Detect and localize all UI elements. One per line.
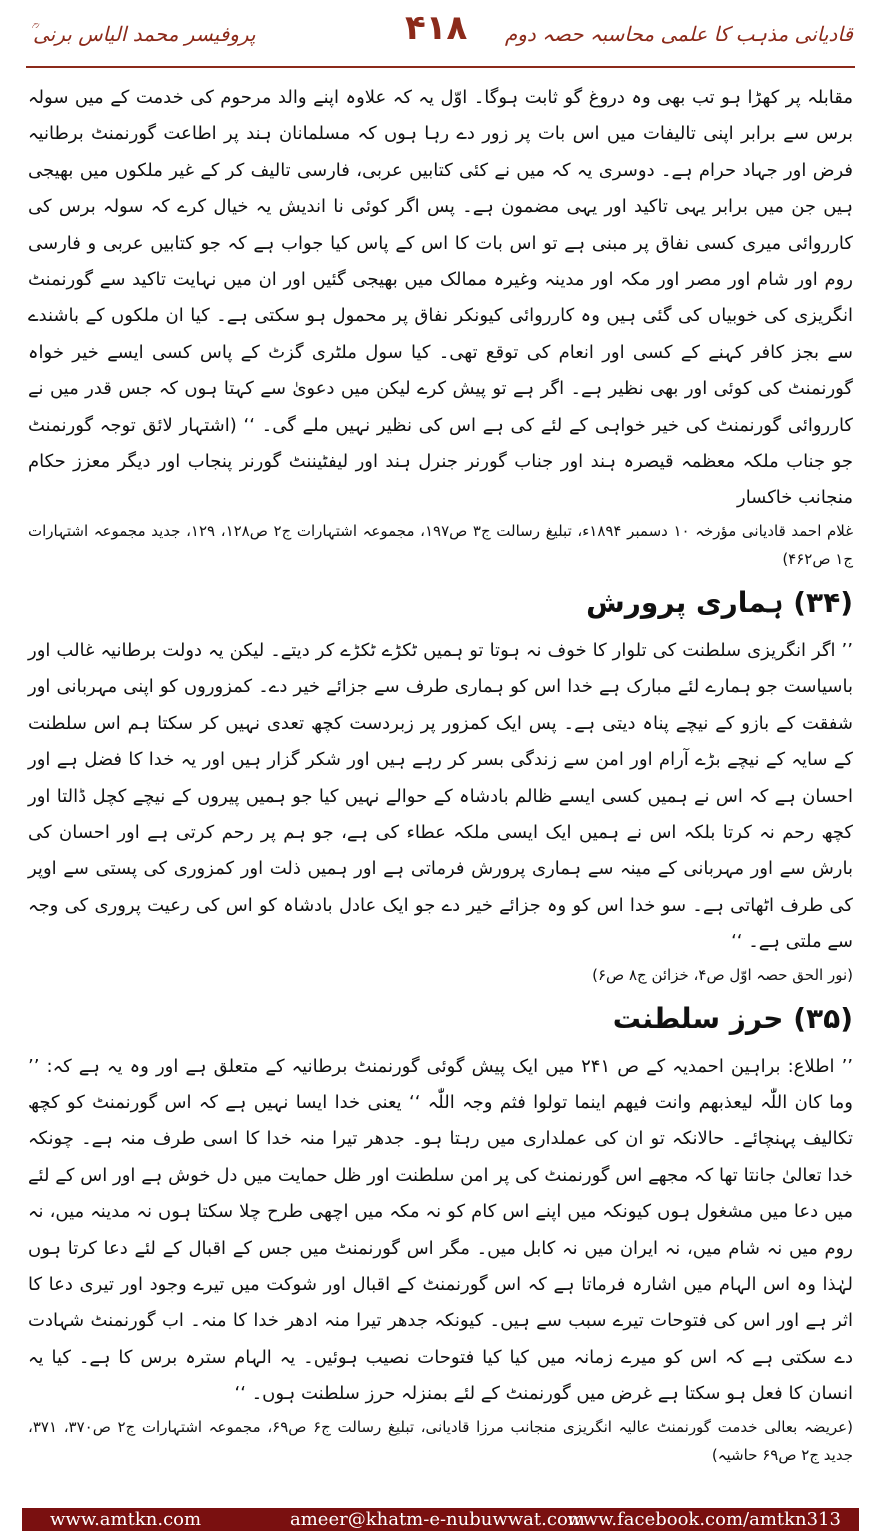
author-name: پروفیسر محمد الیاس برنی ؒ — [28, 22, 256, 46]
section-35-reference: (عریضہ بعالی خدمت گورنمنٹ عالیہ انگریزی منجانب مرزا قادیانی، تبلیغ رسالت ج۶ ص۶۹، مجموعہ اشتہارات ج۲ ص۳۷۰، ۳۷۱، جدید ج۲ ص۶۹ حاشیہ) — [28, 1417, 853, 1464]
section-34-paragraph: ’’ اگر انگریزی سلطنت کی تلوار کا خوف نہ ہوتا تو ہمیں ٹکڑے ٹکڑے کر دیتے۔ لیکن یہ دولت برطانیہ غالب اور باسیاست جو ہمارے لئے مبارک ہے خدا اس کو ہماری طرف سے جزائے خیر دے۔ کمزوروں کو اپنی مہربانی اور شفقت کے بازو کے نیچے پناہ دیتی ہے۔ پس ایک کمزور پر زبردست کچھ تعدی نہیں کر سکتا ہم اس سلطنت کے سایہ کے نیچے بڑے آرام اور امن سے زندگی بسر کر رہے ہیں اور شکر گزار ہیں اور یہ خدا کا فضل ہے اور احسان ہے کہ اس نے ہمیں کسی ایسے ظالم بادشاہ کے حوالے نہیں کیا جو ہمیں پیروں کے نیچے کچل ڈالتا اور کچھ رحم نہ کرتا بلکہ اس نے ہمیں ایک ایسی ملکہ عطاء کی ہے، جو ہم پر رحم کرتی ہے اور احسان کی بارش سے اور مہربانی کے مینہ سے ہماری پرورش فرماتی ہے اور ہمیں ذلت اور کمزوری کی پستی سے اوپر کی طرف اٹھاتی ہے۔ سو خدا اس کو وہ جزائے خیر دے جو ایک عادل بادشاہ کو اس کی رعیت پروری کی وجہ سے ملتی ہے۔ ‘‘ — [28, 639, 853, 953]
header-divider — [26, 66, 855, 68]
page-content — [28, 80, 853, 1469]
book-title: قادیانی مذہب کا علمی محاسبہ حصہ دوم — [504, 22, 853, 46]
intro-reference: غلام احمد قادیانی مؤرخہ ۱۰ دسمبر ۱۸۹۴ء، تبلیغ رسالت ج۳ ص۱۹۷، مجموعہ اشتہارات ج۲ ص۱۲۸، ۱۲۹، جدید مجموعہ اشتہارات ج۱ ص۴۶۲) — [28, 521, 854, 568]
facebook-link[interactable]: www.facebook.com/amtkn313 — [567, 1509, 841, 1530]
section-35-heading: (۳۵) حرز سلطنت — [612, 1001, 853, 1035]
section-35-paragraph: ’’ اطلاع: براہین احمدیہ کے ص ۲۴۱ میں ایک پیش گوئی گورنمنٹ برطانیہ کے متعلق ہے اور وہ یہ ہے کہ: ’’ وما کان اللّٰہ لیعذبھم وانت فیھم اینما تولوا فثم وجہ اللّٰہ ‘‘ یعنی خدا ایسا نہیں ہے کہ اس گورنمنٹ کو کچھ تکالیف پہنچائے۔ حالانکہ تو ان کی عملداری میں رہتا ہو۔ جدھر تیرا منہ خدا کا اسی طرف منہ ہے۔ چونکہ خدا تعالیٰ جانتا تھا کہ مجھے اس گورنمنٹ کی پر امن سلطنت اور ظل حمایت میں دل خوش ہے اور اس کے لئے میں دعا میں مشغول ہوں کیونکہ میں اپنے اس کام کو نہ مکہ میں اچھی طرح چلا سکتا ہوں نہ مدینہ میں، نہ روم میں نہ شام میں، نہ ایران میں نہ کابل میں۔ مگر اس گورنمنٹ میں جس کے اقبال کے لئے دعا کرتا ہوں لہٰذا وہ اس الہام میں اشارہ فرماتا ہے کہ اس گورنمنٹ کے اقبال اور شوکت میں تیرے وجود اور تیری دعا کا اثر ہے اور اس کی فتوحات تیرے سبب سے ہیں۔ کیونکہ جدھر تیرا منہ ادھر خدا کا منہ۔ اب گورنمنٹ شہادت دے سکتی ہے کہ اس کو میرے زمانہ میں کیا کیا فتوحات نصیب ہوئیں۔ یہ الہام سترہ برس کا ہے۔ کیا یہ انسان کا فعل ہو سکتا ہے غرض میں گورنمنٹ کے لئے بمنزلہ حرز سلطنت ہوں۔ ‘‘ — [28, 1055, 854, 1405]
email-link[interactable]: ameer@khatm-e-nubuwwat.com — [290, 1509, 585, 1530]
website-link[interactable]: www.amtkn.com — [50, 1509, 202, 1530]
section-34-heading: (۳۴) ہماری پرورش — [586, 585, 853, 619]
page-number: ۴۱۸ — [405, 8, 468, 48]
section-34-reference: (نور الحق حصہ اوّل ص۴، خزائن ج۸ ص۶) — [592, 965, 853, 984]
intro-paragraph: مقابلہ پر کھڑا ہو تب بھی وہ دروغ گو ثابت ہوگا۔ اوّل یہ کہ علاوہ اپنے والد مرحوم کی خدمت کے میں سولہ برس سے برابر اپنی تالیفات میں اس بات پر زور دے رہا ہوں کہ مسلمانان ہند پر اطاعت گورنمنٹ برطانیہ فرض اور جہاد حرام ہے۔ دوسری یہ کہ میں نے کئی کتابیں عربی، فارسی تالیف کر کے غیر ملکوں میں بھیجی ہیں جن میں برابر یہی تاکید اور یہی مضمون ہے۔ پس اگر کوئی نا اندیش یہ خیال کرے کہ سولہ برس کی کارروائی میری کسی نفاق پر مبنی ہے تو اس بات کا اس کے پاس کیا جواب ہے کہ جو کتابیں عربی و فارسی روم اور شام اور مصر اور مکہ اور مدینہ وغیرہ ممالک میں بھیجی گئیں اور ان میں نہایت تاکید سے گورنمنٹ انگریزی کی خوبیاں کی گئی ہیں وہ کارروائی کیونکر نفاق پر محمول ہو سکتی ہے۔ کیا ان ملکوں کے باشندے سے بجز کافر کہنے کے کسی اور انعام کی توقع تھی۔ کیا سول ملٹری گزٹ کے پاس کسی ایسے خیر خواہ گورنمنٹ کی کوئی اور بھی نظیر ہے۔ اگر ہے تو پیش کرے لیکن میں دعویٰ سے کہتا ہوں کہ جس قدر میں نے کارروائی گورنمنٹ کی خیر خواہی کے لئے کی ہے اس کی نظیر نہیں ملے گی۔ ‘‘ (اشتہار لائق توجہ گورنمنٹ جو جناب ملکہ معظمہ قیصرہ ہند اور جناب گورنر جنرل ہند اور لیفٹیننٹ گورنر پنجاب اور دیگر معزز حکام منجانب خاکسار — [28, 87, 853, 509]
page-header — [0, 0, 881, 70]
page-footer — [22, 1508, 859, 1531]
